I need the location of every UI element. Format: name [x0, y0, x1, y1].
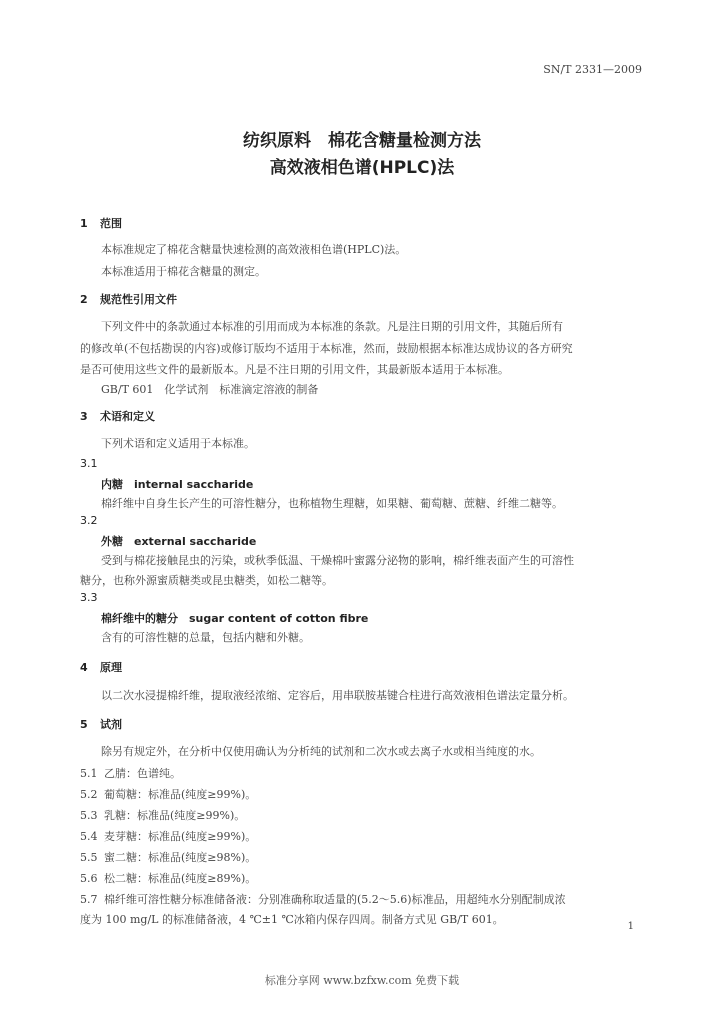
item-number: 5.6 [80, 872, 98, 885]
section-5-heading [80, 716, 122, 732]
section-number: 4 [80, 661, 88, 674]
list-item [80, 849, 256, 865]
item-number: 5.3 [80, 809, 98, 822]
document-title-line1: 纺织原料 棉花含糖量检测方法 [243, 131, 481, 151]
paragraph-line: 下列术语和定义适用于本标准。 [101, 437, 255, 450]
item-number: 5.5 [80, 851, 98, 864]
paragraph-line: 下列文件中的条款通过本标准的引用而成为本标准的条款。凡是注日期的引用文件，其随后所有 [101, 320, 563, 333]
term-title: 内糖 internal saccharide [101, 478, 254, 491]
paragraph-line: 含有的可溶性糖的总量，包括内糖和外糖。 [101, 631, 310, 644]
term-title: 棉纤维中的糖分 sugar content of cotton fibre [101, 612, 369, 625]
section-title: 试剂 [100, 718, 122, 731]
item-number: 5.4 [80, 830, 98, 843]
paragraph-line: 度为 100 mg/L 的标准储备液，4 ℃±1 ℃冰箱内保存四周。制备方式见 GB/T 601。 [80, 913, 504, 926]
term-number: 3.3 [80, 591, 98, 604]
term-number: 3.1 [80, 457, 98, 470]
paragraph-line: 以二次水浸提棉纤维，提取液经浓缩、定容后，用串联胺基键合柱进行高效液相色谱法定量分析。 [101, 689, 574, 702]
section-3-heading [80, 408, 155, 424]
page-number: 1 [627, 921, 634, 932]
section-title: 范围 [100, 217, 122, 230]
item-text: 蜜二糖：标准品(纯度≥98%)。 [104, 851, 257, 864]
section-2-heading [80, 291, 177, 307]
footer-watermark: 标准分享网 www.bzfxw.com 免费下载 [264, 974, 460, 987]
item-number: 5.1 [80, 767, 98, 780]
item-text: 乳糖：标准品(纯度≥99%)。 [104, 809, 246, 822]
item-text: 乙腈：色谱纯。 [104, 767, 181, 780]
term-number: 3.2 [80, 514, 98, 527]
section-title: 术语和定义 [100, 410, 155, 423]
paragraph-line: 棉纤维中自身生长产生的可溶性糖分，也称植物生理糖，如果糖、葡萄糖、蔗糖、纤维二糖等。 [101, 497, 563, 510]
section-number: 5 [80, 718, 88, 731]
list-item [80, 870, 256, 886]
list-item [80, 891, 566, 907]
paragraph-line: 本标准规定了棉花含糖量快速检测的高效液相色谱(HPLC)法。 [101, 243, 407, 256]
paragraph-line: GB/T 601 化学试剂 标准滴定溶液的制备 [101, 383, 319, 396]
document-title-line2: 高效液相色谱(HPLC)法 [269, 158, 455, 178]
paragraph-line: 本标准适用于棉花含糖量的测定。 [101, 265, 266, 278]
standard-number: SN/T 2331—2009 [543, 63, 642, 76]
term-title: 外糖 external saccharide [101, 535, 257, 548]
paragraph-line: 的修改单(不包括勘误的内容)或修订版均不适用于本标准，然而，鼓励根据本标准达成协议的各方研究 [80, 342, 573, 355]
section-4-heading [80, 659, 122, 675]
item-text: 葡萄糖：标准品(纯度≥99%)。 [104, 788, 257, 801]
paragraph-line: 受到与棉花接触昆虫的污染，或秋季低温、干燥棉叶蜜露分泌物的影响，棉纤维表面产生的可溶性 [101, 554, 574, 567]
list-item [80, 786, 256, 802]
section-title: 原理 [100, 661, 122, 674]
item-text: 棉纤维可溶性糖分标准储备液：分别准确称取适量的(5.2～5.6)标准品，用超纯水分别配制成浓 [104, 893, 566, 906]
section-number: 1 [80, 217, 88, 230]
paragraph-line: 是否可使用这些文件的最新版本。凡是不注日期的引用文件，其最新版本适用于本标准。 [80, 363, 509, 376]
item-text: 麦芽糖：标准品(纯度≥99%)。 [104, 830, 257, 843]
section-title: 规范性引用文件 [100, 293, 177, 306]
list-item [80, 828, 256, 844]
paragraph-line: 除另有规定外，在分析中仅使用确认为分析纯的试剂和二次水或去离子水或相当纯度的水。 [101, 745, 541, 758]
section-number: 2 [80, 293, 88, 306]
item-text: 松二糖：标准品(纯度≥89%)。 [104, 872, 257, 885]
paragraph-line: 糖分，也称外源蜜质糖类或昆虫糖类，如松二糖等。 [80, 574, 333, 587]
item-number: 5.7 [80, 893, 98, 906]
list-item [80, 765, 181, 781]
section-1-heading [80, 215, 122, 231]
section-number: 3 [80, 410, 88, 423]
item-number: 5.2 [80, 788, 98, 801]
list-item [80, 807, 245, 823]
